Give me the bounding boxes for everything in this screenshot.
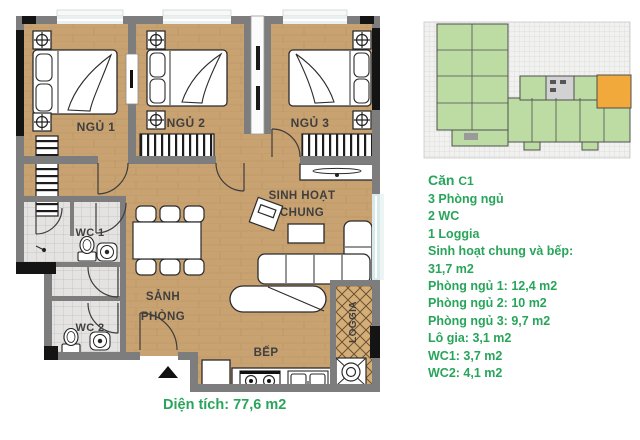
total-area-caption: Diện tích: 77,6 m2 — [163, 397, 287, 413]
junction-icon — [33, 113, 51, 131]
minimap-highlighted-unit — [597, 75, 631, 108]
info-line: Phòng ngủ 2: 10 m2 — [428, 296, 547, 311]
unit-title-prefix: Căn — [428, 172, 455, 188]
wardrobe-bedroom2 — [140, 134, 214, 158]
info-line: WC1: 3,7 m2 — [428, 348, 503, 363]
unit-title — [428, 171, 633, 190]
hall-label-line1: SẢNH — [145, 291, 181, 303]
junction-icon — [147, 31, 165, 49]
chair — [136, 206, 156, 222]
bed-2 — [147, 50, 227, 106]
tv-console — [300, 164, 374, 180]
junction-icon — [147, 111, 165, 129]
info-line: Sinh hoạt chung và bếp: — [428, 244, 574, 259]
chair — [136, 259, 156, 275]
info-line: Phòng ngủ 3: 9,7 m2 — [428, 313, 551, 328]
sink-wc2 — [90, 332, 110, 350]
kitchen-label: BẾP — [253, 347, 279, 359]
bed-3 — [289, 50, 371, 106]
junction-icon — [353, 111, 371, 129]
wall-niche — [126, 54, 138, 104]
sink-wc1 — [97, 243, 117, 261]
kitchen-cabinet — [202, 360, 230, 388]
lobby-floor — [50, 266, 120, 298]
unit-code: C1 — [458, 174, 474, 188]
unit-info-panel — [428, 171, 633, 382]
junction-icon — [353, 31, 371, 49]
living-label-line1: SINH HOẠT — [268, 190, 336, 202]
info-line: 2 WC — [428, 209, 460, 224]
chair — [160, 206, 180, 222]
loggia-label: LOGGIA — [348, 301, 359, 343]
wardrobe-bedroom3 — [302, 134, 372, 158]
chair — [160, 259, 180, 275]
shaft — [251, 16, 264, 134]
bedroom1-label: NGỦ 1 — [76, 120, 116, 134]
bed-1 — [33, 50, 117, 114]
dining-table — [133, 222, 201, 259]
dining-set — [133, 206, 204, 275]
entrance-arrow-icon — [158, 366, 178, 378]
chair — [184, 259, 204, 275]
bedroom3-label: NGỦ 3 — [290, 116, 330, 130]
building-minimap — [424, 22, 631, 158]
toilet-wc1 — [78, 237, 96, 262]
junction-icon — [33, 31, 51, 49]
minimap-left-wing — [437, 24, 508, 130]
chair — [184, 206, 204, 222]
info-line: Lô gia: 3,1 m2 — [428, 331, 512, 346]
info-line: 31,7 m2 — [428, 261, 474, 276]
info-line: 1 Loggia — [428, 226, 480, 241]
coffee-table — [288, 224, 324, 243]
hall-label-line2: PHÒNG — [140, 311, 186, 323]
living-label-line2: CHUNG — [279, 207, 325, 219]
wc2-label: WC 2 — [75, 322, 105, 334]
info-line: 3 Phòng ngủ — [428, 192, 504, 206]
info-line: WC2: 4,1 m2 — [428, 366, 503, 381]
wc1-label: WC 1 — [75, 227, 105, 239]
bedroom2-label: NGỦ 2 — [166, 116, 206, 130]
kitchen-peninsula — [230, 286, 326, 312]
washing-machine — [336, 358, 366, 386]
wardrobe-hall — [36, 136, 58, 216]
info-line: Phòng ngủ 1: 12,4 m2 — [428, 279, 558, 294]
